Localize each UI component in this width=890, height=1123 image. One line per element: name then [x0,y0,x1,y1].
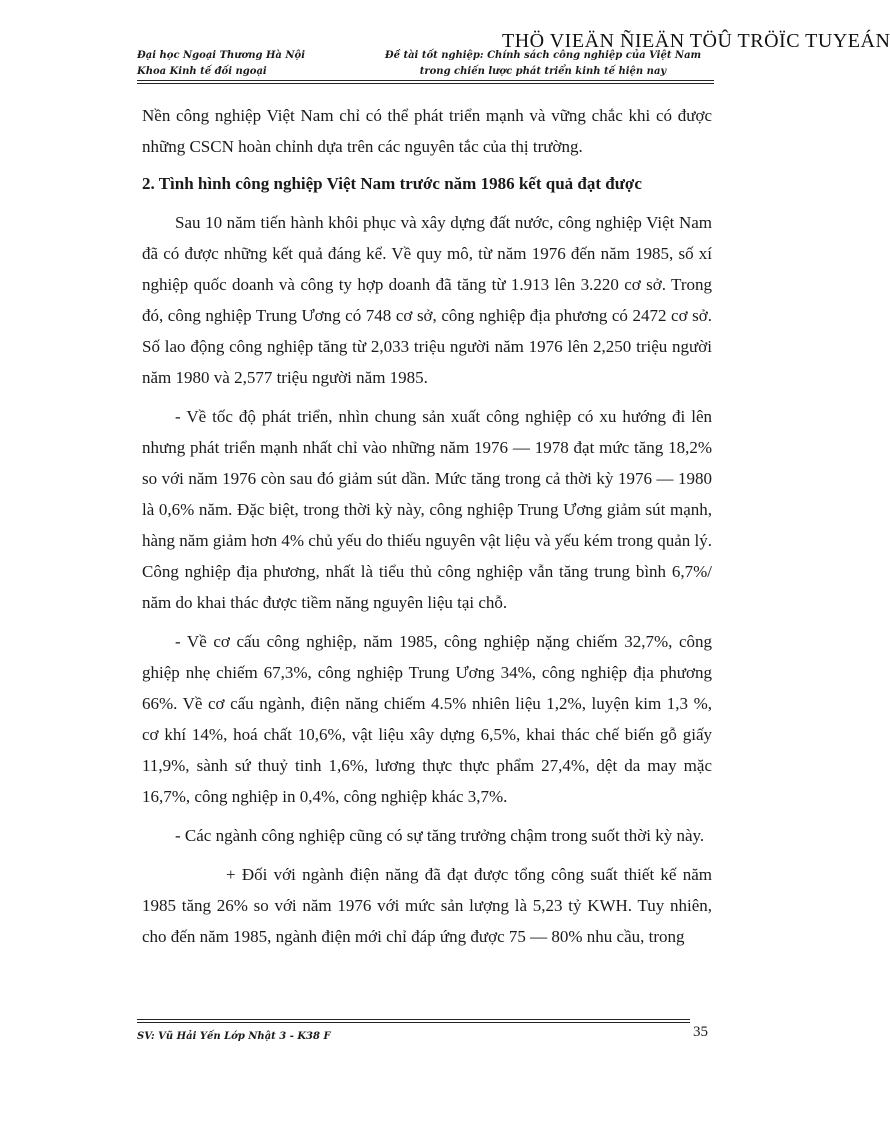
paragraph-intro: Nền công nghiệp Việt Nam chỉ có thể phát triển mạnh và vững chắc khi có được những CSCN hoàn chỉnh dựa trên các nguyên tắc của thị trường. [142,106,712,156]
footer-rule [137,1019,690,1020]
page-number: 35 [693,1024,708,1040]
header-university [137,48,305,80]
paragraph-structure: - Về cơ cấu công nghiệp, năm 1985, công nghiệp nặng chiếm 32,7%, công ghiệp nhẹ chiếm 67,3%, công nghiệp Trung Ương 34%, công nghiệp địa phương 66%. Về cơ cấu ngành, điện năng chiếm 4.5% nhiên liệu 1,2%, luyện kim 1,3 %, cơ khí 14%, hoá chất 10,6%, vật liệu xây dựng 6,5%, khai thác chế biến gỗ giấy 11,9%, sành sứ thuỷ tinh 1,6%, lương thực thực phẩm 27,4%, dệt da may mặc 16,7%, công nghiệp in 0,4%, công nghiệp khác 3,7%. [142,632,712,806]
header-rule [137,80,714,81]
paragraph-growth-rate: - Về tốc độ phát triển, nhìn chung sản xuất công nghiệp có xu hướng đi lên nhưng phát triển mạnh nhất chỉ vào những năm 1976 — 1978 đạt mức tăng 18,2% so với năm 1976 còn sau đó giảm sút dần. Mức tăng trong cả thời kỳ 1976 — 1980 là 0,6% năm. Đặc biệt, trong thời kỳ này, công nghiệp Trung Ương giảm sút mạnh, hàng năm giảm hơn 4% chủ yếu do thiếu nguyên vật liệu và yếu kém trong quản lý. Công nghiệp địa phương, nhất là tiểu thủ công nghiệp vẫn tăng trung bình 6,7%/ năm do khai thác được tiềm năng nguyên liệu tại chỗ. [142,407,712,612]
section-heading: 2. Tình hình công nghiệp Việt Nam trước năm 1986 kết quả đạt được [142,174,642,193]
page-body [142,100,712,952]
paragraph-electricity: + Đối với ngành điện năng đã đạt được tổng công suất thiết kế năm 1985 tăng 26% so với năm 1976 với mức sản lượng là 5,23 tỷ KWH. Tuy nhiên, cho đến năm 1985, ngành điện mới chỉ đáp ứng được 75 — 80% nhu cầu, trong [142,865,712,946]
header-thesis-line2: trong chiến lược phát triển kinh tế hiện nay [419,66,667,77]
footer-author: SV: Vũ Hải Yến Lớp Nhật 3 - K38 F [137,1031,331,1042]
header-thesis-title [368,48,718,80]
header-university-name: Đại học Ngoại Thương Hà Nội [137,50,305,61]
library-watermark: THÖ VIEÄN ÑIEÄN TÖÛ TRÖÏC TUYEÁN [502,30,890,52]
paragraph-sector-growth: - Các ngành công nghiệp cũng có sự tăng trưởng chậm trong suốt thời kỳ này. [175,826,705,845]
footer-rule-secondary [137,1022,690,1023]
header-thesis-line1: Đề tài tốt nghiệp: Chính sách công nghiệp của Việt Nam [384,50,702,61]
header-faculty-name: Khoa Kinh tế đối ngoại [137,66,267,77]
header-rule-secondary [137,83,714,84]
paragraph-overview: Sau 10 năm tiến hành khôi phục và xây dựng đất nước, công nghiệp Việt Nam đã có được những kết quả đáng kể. Về quy mô, từ năm 1976 đến năm 1985, số xí nghiệp quốc doanh và công ty hợp doanh đã tăng từ 1.913 lên 3.220 cơ sở. Trong đó, công nghiệp Trung Ương có 748 cơ sở, công nghiệp địa phương có 2472 cơ sở. Số lao động công nghiệp tăng từ 2,033 triệu người năm 1976 lên 2,250 triệu người năm 1980 và 2,577 triệu người năm 1985. [142,213,712,387]
